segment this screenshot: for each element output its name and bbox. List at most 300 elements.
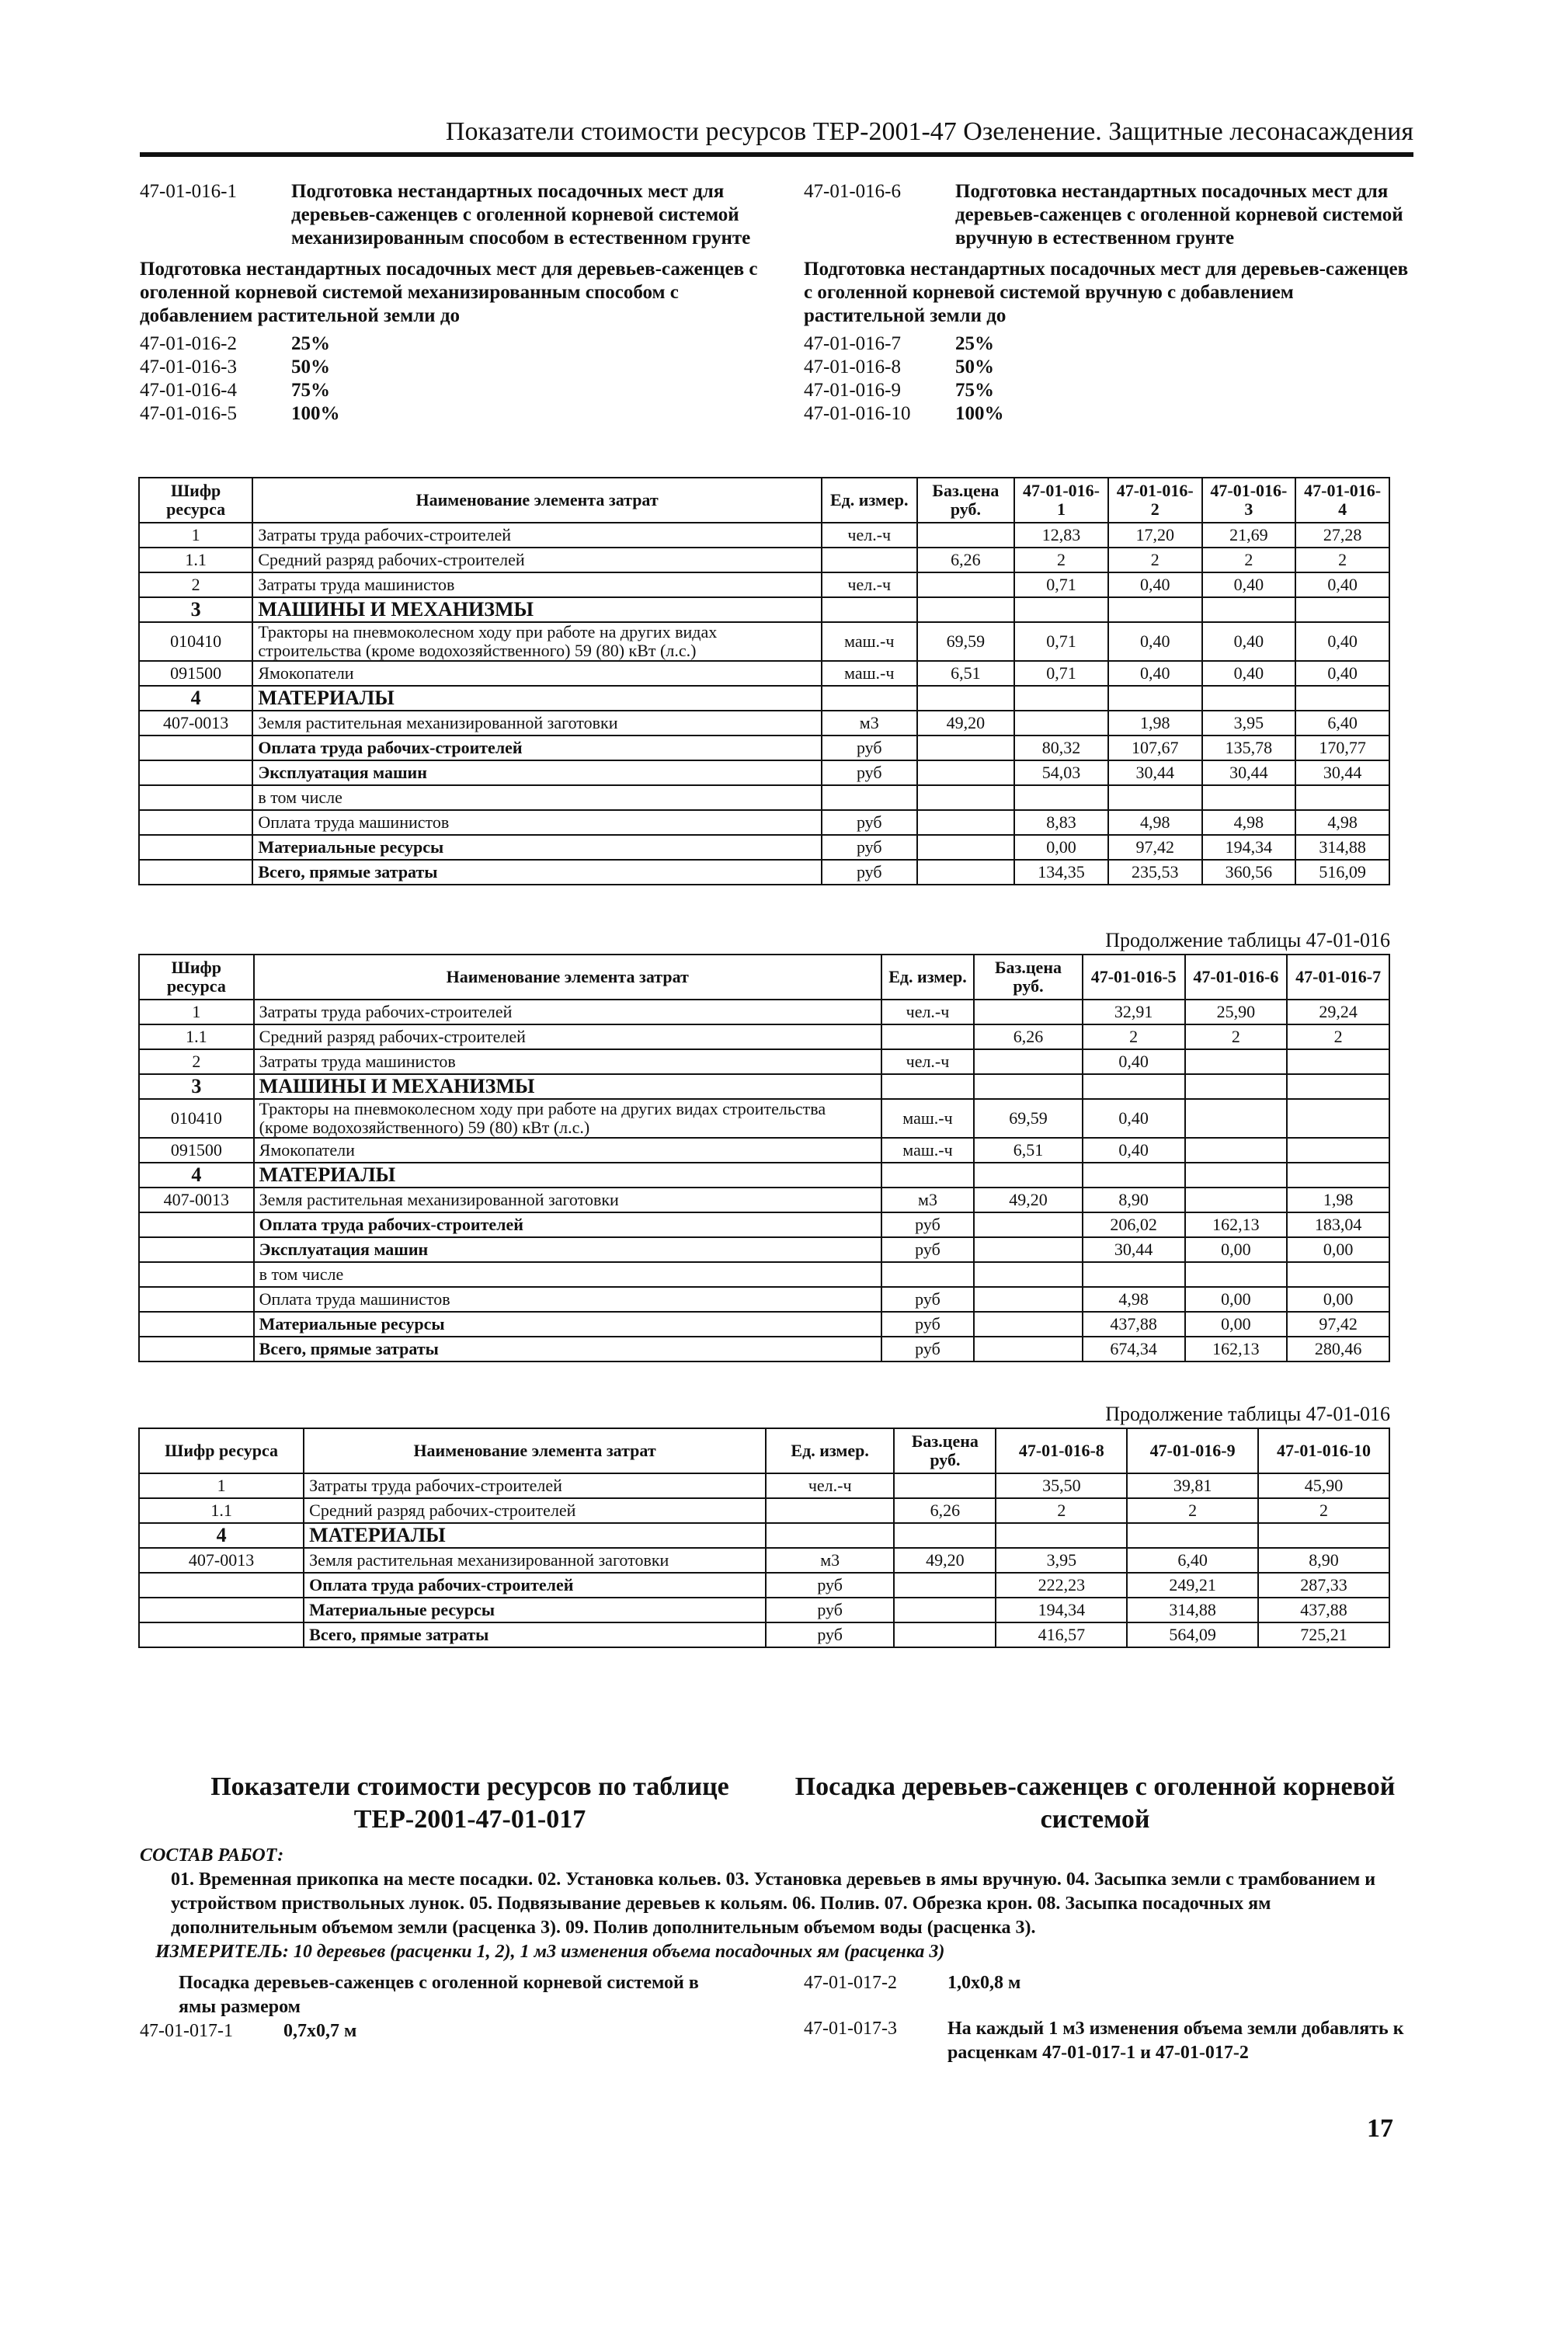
table-cell: 39,81 [1127,1473,1258,1498]
table-row [139,622,1389,661]
table-cell [917,860,1015,885]
table-row [139,686,1389,711]
table-cell: маш.-ч [881,1138,974,1163]
table-cell: Всего, прямые затраты [304,1622,766,1647]
table-cell: 0,71 [1014,572,1108,597]
code: 47-01-016-3 [140,356,237,377]
table-cell [1287,1163,1389,1188]
table-row [139,1099,1389,1138]
column-header: Ед. измер. [822,478,917,523]
table-cell: 0,40 [1202,622,1296,661]
table-cell: 32,91 [1083,1000,1185,1024]
table-cell [1287,1049,1389,1074]
table-cell: 0,00 [1185,1312,1288,1337]
rate-right-block [804,1971,1417,2065]
table-cell [139,860,252,885]
table-cell: руб [822,810,917,835]
table-cell: 194,34 [996,1598,1127,1622]
table-row [139,810,1389,835]
table-cell [766,1498,894,1523]
table-cell [139,736,252,760]
table-cell: Оплата труда машинистов [254,1287,881,1312]
table-cell [139,810,252,835]
table-cell: руб [766,1573,894,1598]
table-cell [881,1024,974,1049]
table-cell: Средний разряд рабочих-строителей [252,548,822,572]
table-cell: 2 [1083,1024,1185,1049]
table-row [139,1262,1389,1287]
table-cell: 162,13 [1185,1212,1288,1237]
table-cell: руб [822,760,917,785]
table-cell: 49,20 [894,1548,996,1573]
table-row [139,1024,1389,1049]
table-cell: МАШИНЫ И МЕХАНИЗМЫ [254,1074,881,1099]
table-cell: 6,40 [1127,1548,1258,1573]
table-cell: 30,44 [1108,760,1202,785]
table-cell: чел.-ч [881,1049,974,1074]
table-row [139,548,1389,572]
table-row [139,1573,1389,1598]
table-cell: 6,26 [974,1024,1083,1049]
table-cell: 2 [1202,548,1296,572]
table-cell: 360,56 [1202,860,1296,885]
table-row [139,1138,1389,1163]
table-row [139,1287,1389,1312]
table-cell: 170,77 [1295,736,1389,760]
rate-value: 1,0х0,8 м [947,1973,1021,1993]
resource-table-3 [138,1428,1390,1648]
table-cell [1295,597,1389,622]
table-cell: 2 [1127,1498,1258,1523]
table-row [139,1188,1389,1212]
continuation-label-2: Продолжение таблицы 47-01-016 [1105,1403,1390,1425]
table-cell: 0,00 [1287,1287,1389,1312]
table-cell: 1 [139,1473,304,1498]
table-cell: чел.-ч [881,1000,974,1024]
table-cell: 235,53 [1108,860,1202,885]
table-cell: 6,40 [1295,711,1389,736]
table-cell: 287,33 [1258,1573,1389,1598]
table-cell: 6,51 [974,1138,1083,1163]
rate-code: 47-01-017-2 [804,1973,897,1993]
table-row [139,1312,1389,1337]
table-cell [974,1312,1083,1337]
table-cell [1202,597,1296,622]
table-cell: Земля растительная механизированной заготовки [304,1548,766,1573]
table-cell: 0,40 [1083,1049,1185,1074]
composition-text: 01. Временная прикопка на месте посадки. 02. Установка кольев. 03. Установка деревьев в ямы вручную. 04. Засыпка земли с трамбованием и устройством приствольных лунок. 05. Подвязывание деревьев к кольям. 06. Полив. 07. Обрезка крон. 08. Засыпка посадочных ям дополнительным объемом земли (расценка 3). 09. Полив дополнительным объемом воды (расценка 3). [171,1869,1376,1938]
table-cell: Средний разряд рабочих-строителей [254,1024,881,1049]
table-cell: 010410 [139,1099,254,1138]
table-cell: Материальные ресурсы [252,835,822,860]
value: 50% [955,356,994,377]
table-cell: 29,24 [1287,1000,1389,1024]
table-cell [1108,686,1202,711]
table-cell: 17,20 [1108,523,1202,548]
code: 47-01-016-8 [804,356,901,377]
table-row [139,760,1389,785]
table-cell: 0,40 [1295,661,1389,686]
table-cell [139,1212,254,1237]
table-cell: Эксплуатация машин [252,760,822,785]
table-cell: 4,98 [1108,810,1202,835]
table-cell: МАТЕРИАЛЫ [252,686,822,711]
table-cell: 4 [139,1523,304,1548]
table-row [139,1000,1389,1024]
table-cell: 2 [139,572,252,597]
table-cell [1185,1138,1288,1163]
table-cell [881,1262,974,1287]
table-cell: 30,44 [1083,1237,1185,1262]
table-cell: Оплата труда рабочих-строителей [252,736,822,760]
section-title-right: Посадка деревьев-саженцев с оголенной корневой системой [794,1772,1396,1834]
code: 47-01-016-7 [804,333,901,354]
table-cell: 3 [139,1074,254,1099]
table-row [139,1548,1389,1573]
table-cell: 6,26 [894,1498,996,1523]
table-cell: 1,98 [1108,711,1202,736]
table-cell [917,810,1015,835]
table-cell [917,597,1015,622]
table-cell [917,572,1015,597]
table-cell: 1 [139,523,252,548]
table-cell [822,597,917,622]
code: 47-01-016-5 [140,403,237,424]
table-cell: 97,42 [1287,1312,1389,1337]
table-row [139,1498,1389,1523]
table-cell: 4,98 [1202,810,1296,835]
table-cell: Затраты труда рабочих-строителей [252,523,822,548]
table-cell: 010410 [139,622,252,661]
table-cell: 0,00 [1185,1287,1288,1312]
table-cell: руб [881,1312,974,1337]
table-cell: 314,88 [1295,835,1389,860]
table-cell: Всего, прямые затраты [254,1337,881,1361]
table-cell: Оплата труда машинистов [252,810,822,835]
table-cell: 135,78 [1202,736,1296,760]
table-cell [894,1473,996,1498]
table-cell [894,1523,996,1548]
table-row [139,1337,1389,1361]
table-cell: 0,71 [1014,661,1108,686]
table-cell: 725,21 [1258,1622,1389,1647]
resource-table-2 [138,954,1390,1362]
table-cell: руб [766,1622,894,1647]
table-cell [917,785,1015,810]
table-cell: м3 [822,711,917,736]
table-cell: Эксплуатация машин [254,1237,881,1262]
table-cell: МАШИНЫ И МЕХАНИЗМЫ [252,597,822,622]
table-row [139,661,1389,686]
table-cell: 0,40 [1108,661,1202,686]
table-cell [1295,686,1389,711]
value: 100% [955,403,1004,424]
table-cell: Земля растительная механизированной заготовки [252,711,822,736]
table-cell [974,1074,1083,1099]
page-header: Показатели стоимости ресурсов ТЕР-2001-47 Озеленение. Защитные лесонасаждения [140,115,1413,157]
table-cell [974,1049,1083,1074]
table-cell: чел.-ч [822,572,917,597]
table-cell: маш.-ч [822,661,917,686]
table-cell: 3 [139,597,252,622]
table-cell [139,785,252,810]
table-cell: 0,40 [1108,572,1202,597]
table-row [139,736,1389,760]
table-cell: 0,40 [1295,572,1389,597]
table-cell [1014,785,1108,810]
column-header: Баз.цена руб. [894,1428,996,1473]
table-cell: в том числе [252,785,822,810]
table-cell: 1 [139,1000,254,1024]
table-cell: 27,28 [1295,523,1389,548]
table-cell [917,736,1015,760]
composition-label: СОСТАВ РАБОТ: [140,1845,284,1866]
table-cell: 107,67 [1108,736,1202,760]
table-cell [917,523,1015,548]
table-cell: 30,44 [1295,760,1389,785]
table-row [139,1622,1389,1647]
table-cell [1258,1523,1389,1548]
table-cell: 134,35 [1014,860,1108,885]
table-row [139,1163,1389,1188]
table-cell: 416,57 [996,1622,1127,1647]
table-cell: 0,40 [1083,1138,1185,1163]
table-cell [1295,785,1389,810]
table-cell [139,835,252,860]
table-cell [822,548,917,572]
table-cell [822,785,917,810]
table-cell [139,1598,304,1622]
table-cell [1083,1074,1185,1099]
table-cell: Всего, прямые затраты [252,860,822,885]
table-cell: 407-0013 [139,1188,254,1212]
code: 47-01-016-4 [140,380,237,401]
table-cell [1287,1074,1389,1099]
table-cell [1108,785,1202,810]
table-cell: 564,09 [1127,1622,1258,1647]
table-cell: 249,21 [1127,1573,1258,1598]
table-cell [139,1622,304,1647]
table-row [139,1473,1389,1498]
value: 25% [291,333,330,354]
table-cell [1202,785,1296,810]
table-cell: 4 [139,686,252,711]
rate-left-block [140,1971,769,2043]
table-cell: МАТЕРИАЛЫ [254,1163,881,1188]
table-cell [1014,711,1108,736]
table-cell [1185,1188,1288,1212]
table-cell [881,1163,974,1188]
table-cell [974,1212,1083,1237]
table-cell: 3,95 [1202,711,1296,736]
table-cell: 3,95 [996,1548,1127,1573]
table-cell: 49,20 [974,1188,1083,1212]
table-cell: Материальные ресурсы [254,1312,881,1337]
table-cell: руб [881,1287,974,1312]
column-header: Баз.цена руб. [974,955,1083,1000]
table-cell [139,1573,304,1598]
table-cell [974,1163,1083,1188]
column-header: 47-01-016-5 [1083,955,1185,1000]
table-row [139,1523,1389,1548]
column-header: 47-01-016-3 [1202,478,1296,523]
table-cell: 1.1 [139,1024,254,1049]
rate-left-text: Посадка деревьев-саженцев с оголенной корневой системой в ямы размером [179,1973,699,2017]
table-cell [917,835,1015,860]
table-cell: 80,32 [1014,736,1108,760]
table-row [139,1237,1389,1262]
description: Подготовка нестандартных посадочных мест для деревьев-саженцев с оголенной корневой системой механизированным способом в естественном грунте [291,181,751,249]
value: 25% [955,333,994,354]
table-cell [974,1337,1083,1361]
table-cell: 4,98 [1083,1287,1185,1312]
code: 47-01-016-6 [804,181,901,202]
table-cell [881,1074,974,1099]
table-cell [139,1237,254,1262]
table-cell: 407-0013 [139,1548,304,1573]
table-cell [917,760,1015,785]
table-cell: 1.1 [139,1498,304,1523]
table-cell [1108,597,1202,622]
table-cell: 0,00 [1014,835,1108,860]
table-cell [974,1287,1083,1312]
column-header: 47-01-016-6 [1185,955,1288,1000]
table-cell: Средний разряд рабочих-строителей [304,1498,766,1523]
table-cell: маш.-ч [881,1099,974,1138]
paragraph: Подготовка нестандартных посадочных мест для деревьев-саженцев с оголенной корневой системой вручную с добавлением растительной земли до [804,259,1409,326]
code: 47-01-016-9 [804,380,901,401]
table-cell: 091500 [139,1138,254,1163]
column-header: Наименование элемента затрат [252,478,822,523]
resource-table-1 [138,477,1390,885]
table-cell [139,760,252,785]
value: 75% [955,380,994,401]
table-row [139,835,1389,860]
table-cell [894,1598,996,1622]
table-row [139,597,1389,622]
table-cell: 21,69 [1202,523,1296,548]
table-cell: 2 [1258,1498,1389,1523]
table-cell: 162,13 [1185,1337,1288,1361]
table-cell: 0,40 [1202,661,1296,686]
table-cell [1287,1138,1389,1163]
table-cell: Ямокопатели [252,661,822,686]
table-cell [1287,1262,1389,1287]
table-cell: 0,00 [1185,1237,1288,1262]
table-cell: чел.-ч [766,1473,894,1498]
table-cell: Оплата труда рабочих-строителей [304,1573,766,1598]
table-cell: 8,90 [1083,1188,1185,1212]
table-cell [1127,1523,1258,1548]
table-cell: 2 [1295,548,1389,572]
continuation-label-1: Продолжение таблицы 47-01-016 [1105,929,1390,951]
table-cell: 314,88 [1127,1598,1258,1622]
table-cell: 1,98 [1287,1188,1389,1212]
table-cell: 8,83 [1014,810,1108,835]
column-header: 47-01-016-2 [1108,478,1202,523]
table-cell: 0,00 [1287,1237,1389,1262]
column-header: Наименование элемента затрат [304,1428,766,1473]
table-cell: руб [881,1237,974,1262]
value: 50% [291,356,330,377]
table-cell: 0,71 [1014,622,1108,661]
table-cell: Тракторы на пневмоколесном ходу при работе на других видах строительства (кроме водохозяйственного) 59 (80) кВт (л.с.) [252,622,822,661]
table-cell [1014,597,1108,622]
table-cell: 0,40 [1108,622,1202,661]
column-header: 47-01-016-10 [1258,1428,1389,1473]
value: 100% [291,403,340,424]
table-cell [1202,686,1296,711]
table-cell: чел.-ч [822,523,917,548]
table-cell: 2 [996,1498,1127,1523]
table-cell: 12,83 [1014,523,1108,548]
table-cell: руб [822,736,917,760]
column-header: Ед. измер. [766,1428,894,1473]
table-cell: 2 [1014,548,1108,572]
column-header: 47-01-016-9 [1127,1428,1258,1473]
table-cell [894,1573,996,1598]
rate-value: На каждый 1 м3 изменения объема земли добавлять к расценкам 47-01-017-1 и 47-01-017-2 [947,2019,1404,2063]
table-cell: руб [822,835,917,860]
table-cell: 69,59 [974,1099,1083,1138]
page-number: 17 [1367,2114,1393,2143]
table-cell [974,1237,1083,1262]
table-cell [974,1262,1083,1287]
table-row [139,711,1389,736]
table-row [139,572,1389,597]
table-cell: Тракторы на пневмоколесном ходу при работе на других видах строительства (кроме водохозяйственного) 59 (80) кВт (л.с.) [254,1099,881,1138]
table-row [139,860,1389,885]
table-cell: 97,42 [1108,835,1202,860]
table-cell: 35,50 [996,1473,1127,1498]
column-header: Шифр ресурса [139,955,254,1000]
table-cell [822,686,917,711]
table-cell [1287,1099,1389,1138]
table-cell: 183,04 [1287,1212,1389,1237]
table-cell [1083,1163,1185,1188]
table-row [139,1212,1389,1237]
section-title-left: Показатели стоимости ресурсов по таблице ТЕР-2001-47-01-017 [210,1772,729,1834]
meter-label: ИЗМЕРИТЕЛЬ: [155,1942,289,1962]
table-cell: в том числе [254,1262,881,1287]
table-cell: м3 [766,1548,894,1573]
table-cell: 1.1 [139,548,252,572]
table-cell: 2 [139,1049,254,1074]
column-header: Шифр ресурса [139,478,252,523]
column-header: 47-01-016-8 [996,1428,1127,1473]
table-cell: 6,26 [917,548,1015,572]
rate-code: 47-01-017-1 [140,2021,233,2041]
column-header: 47-01-016-1 [1014,478,1108,523]
table-cell: 54,03 [1014,760,1108,785]
table-cell [139,1287,254,1312]
table-cell: 091500 [139,661,252,686]
code: 47-01-016-2 [140,333,237,354]
table-cell: 437,88 [1083,1312,1185,1337]
table-cell [1014,686,1108,711]
table-cell [139,1312,254,1337]
rate-value: 0,7х0,7 м [283,2021,357,2041]
table-cell: Земля растительная механизированной заготовки [254,1188,881,1212]
table-cell: Затраты труда рабочих-строителей [254,1000,881,1024]
table-cell: 2 [1287,1024,1389,1049]
rate-code: 47-01-017-3 [804,2019,897,2039]
table-cell [1185,1262,1288,1287]
table-cell: 4,98 [1295,810,1389,835]
composition-block [140,1844,1398,1964]
paragraph: Подготовка нестандартных посадочных мест для деревьев-саженцев с оголенной корневой системой механизированным способом с добавлением растительной земли до [140,259,758,326]
table-cell [1185,1049,1288,1074]
